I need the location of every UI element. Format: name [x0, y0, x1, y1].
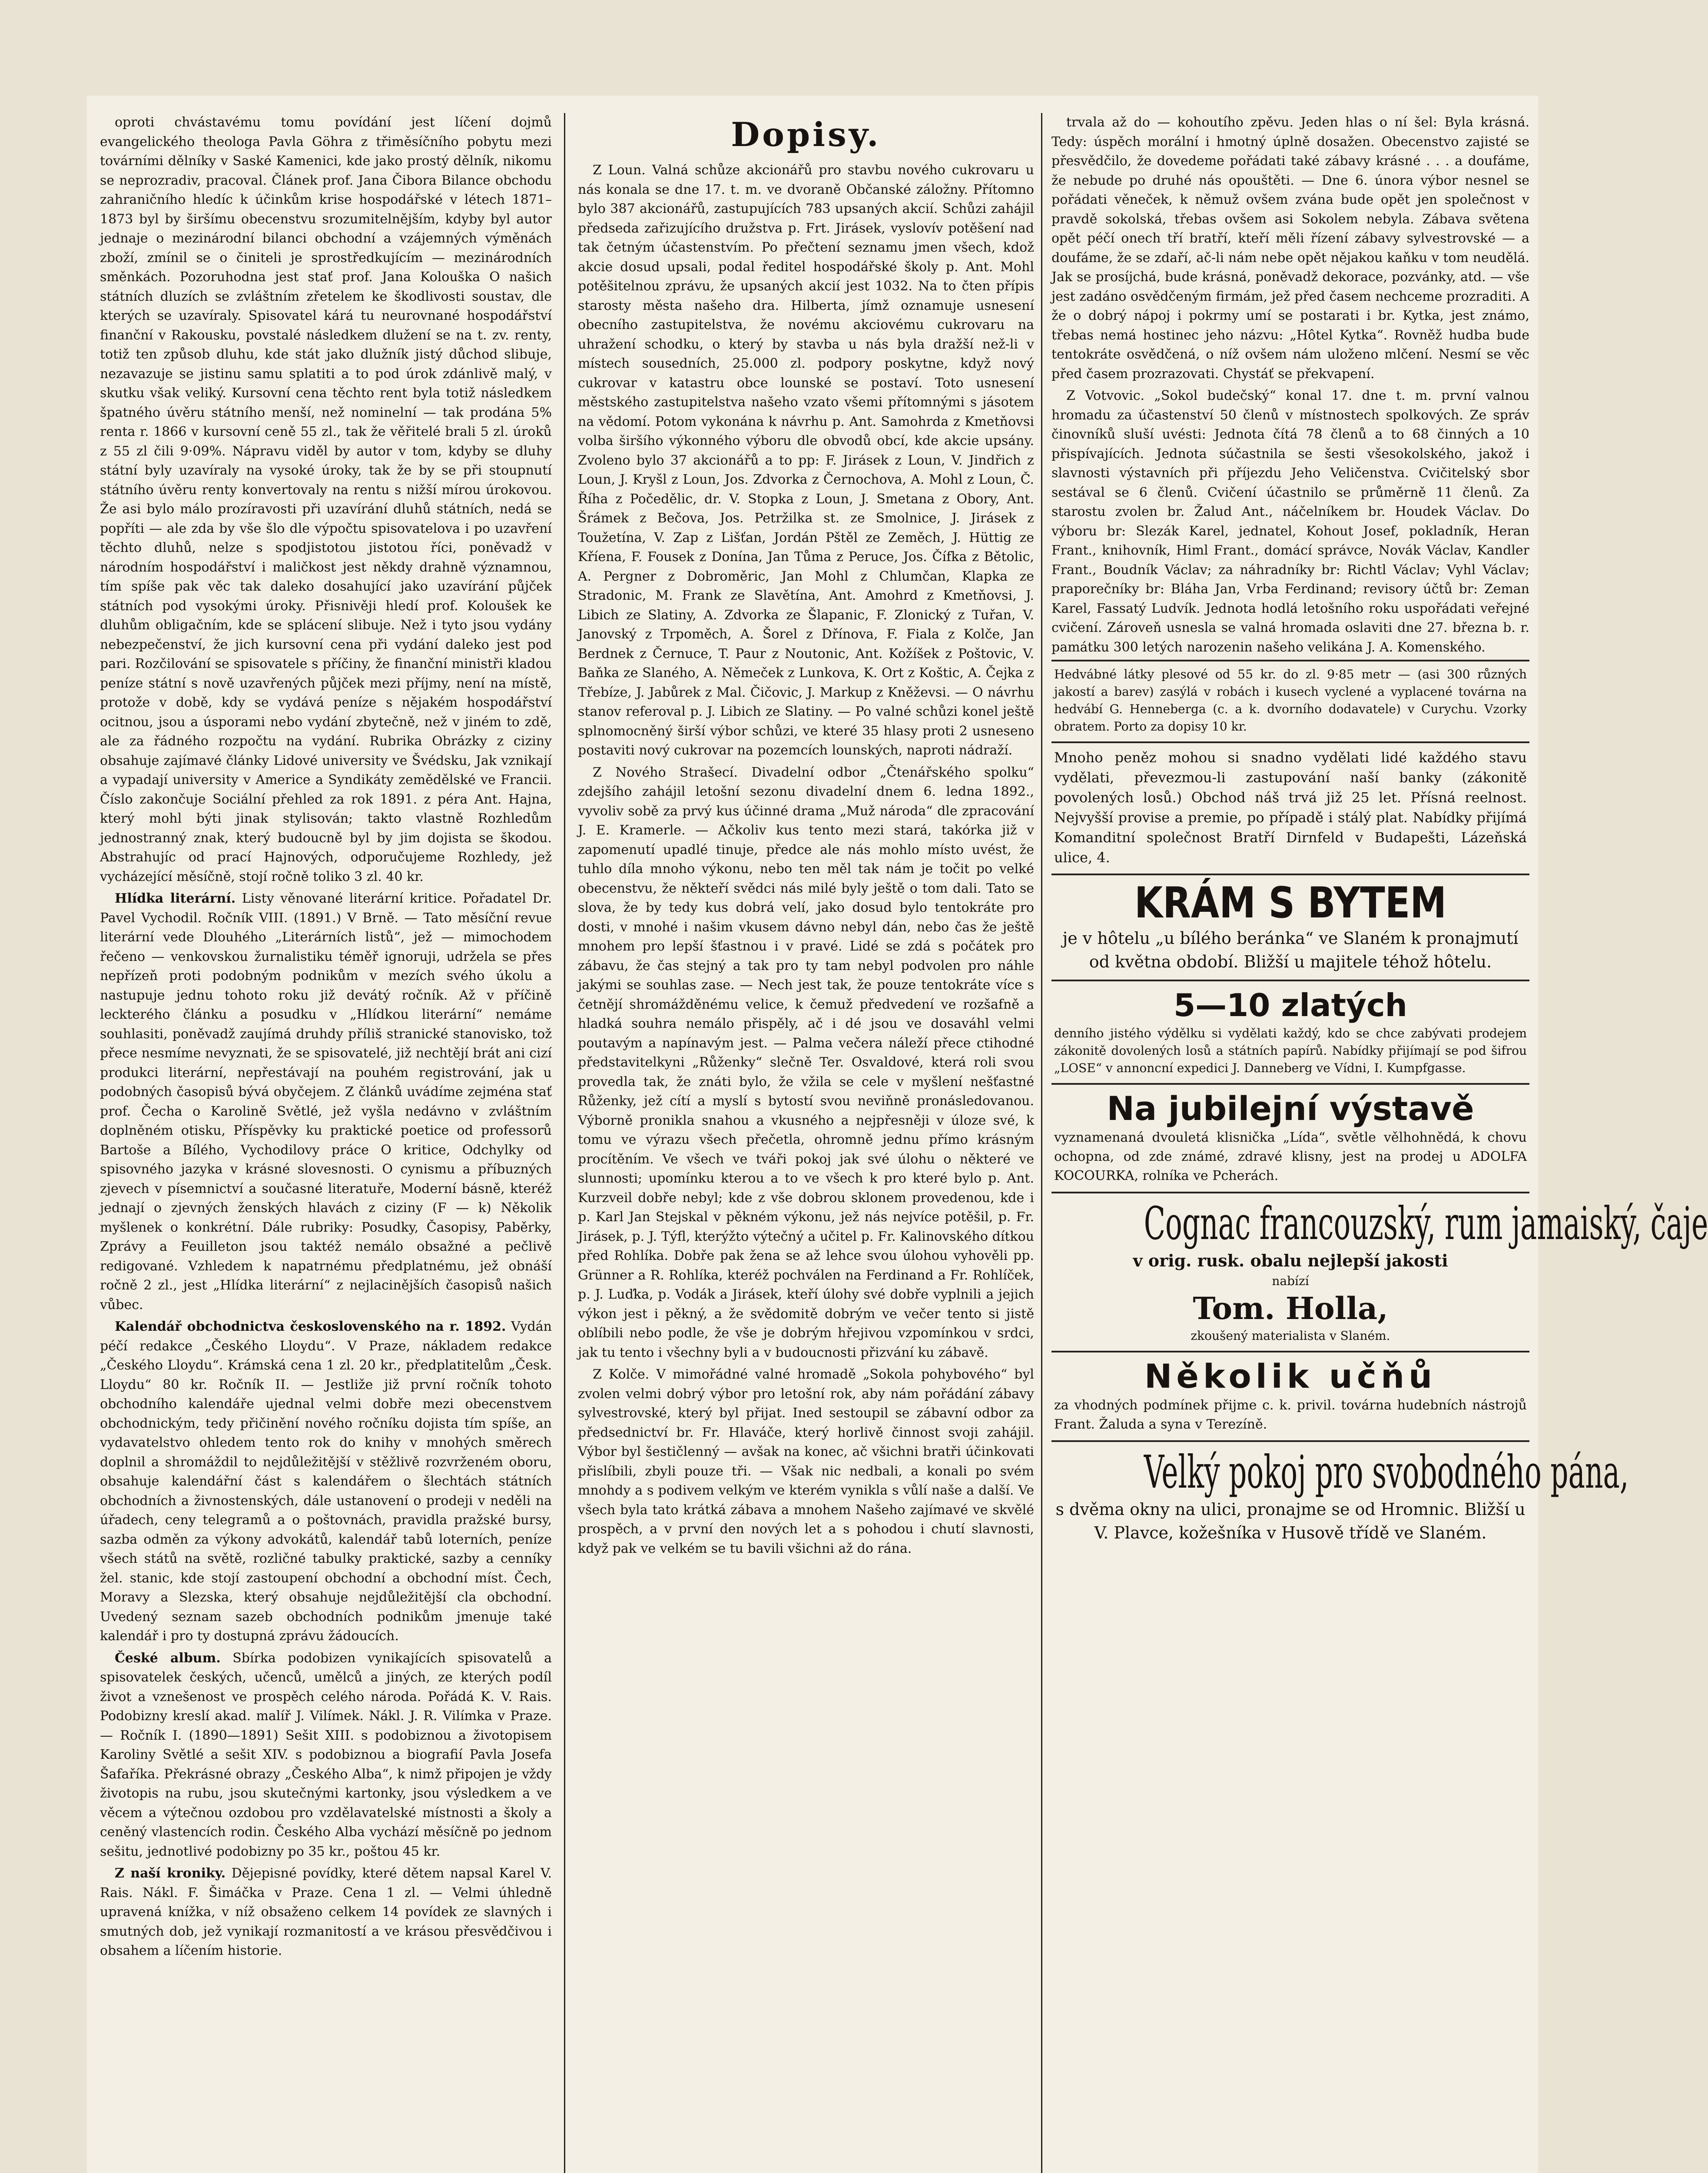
ad-title: Velký pokoj pro svobodného pána, [1144, 1445, 1629, 1499]
column-rule [564, 113, 565, 2173]
ad-title: Na jubilejní výstavě [1107, 1089, 1474, 1128]
article-paragraph: Kalendář obchodnictva československého na r. 1892. Vydán péčí redakce „Českého Lloydu“. V Praze, nákladem redakce „Českého Lloydu“. Krámská cena 1 zl. 20 kr., předplatitelům „Česk. Lloydu“ 80 kr. Ročník II. — Jestliže již první ročník tohoto obchodního kalendáře ujednal velmi dobře mezi obecenstvem obchodnickým, tedy přičinění nového ročníku dojista tím spíše, an vydavatelstvo ohledem tento rok do knihy v mnohých směrech doplnil a shromáždil to nejdůležitější v stěžlivě rozvrženém oboru, obsahuje kalendářní část s kalendářem o šlechtách státních obchodních a živnostenských, dále ustanovení o prodeji v neděli na úřadech, ceny telegramů a o poštovnách, pravidla pražské bursy, sazba odměn za výkony advokátů, kalendář tabů loterních, peníze všech států na světě, rozličné tabulky praktické, sazby a cenníky žel. stanic, kde stojí zastoupení obchodní a obchodní míst. Čech, Moravy a Slezska, který obsahuje nejdůležitější cla obchodní. Uvedený seznam sazeb obchodních podnikům jmenuje také kalendář i pro ty dostupná zprávu žádoucích. [100, 1319, 552, 1644]
ad-room: Velký pokoj pro svobodného pána, s dvěma okny na ulici, pronajme se od Hromnic. Bližší u V. Plavce, kožešníka v Husově třídě ve Slaném. [1051, 1440, 1529, 1551]
ad-cognac: Cognac francouzský, rum jamaiský, čaje v orig. rusk. obalu nejlepší jakosti nabízí Tom. Holla, zkoušený materialista v Slaném. [1051, 1192, 1529, 1351]
column-letters [578, 113, 1034, 2173]
ad-silk: Hedvábné látky plesové od 55 kr. do zl. 9·85 metr — (asi 300 různých jakostí a barev) zasýlá v robách i kusech vyclené a vyplacené továrna na hedvábí G. Henneberga (c. a k. dvorního dodavatele) v Curychu. Vzorky obratem. Porto za dopisy 10 kr. [1051, 660, 1529, 741]
article-title: Z naší kroniky. [115, 1866, 226, 1881]
ad-shop: KRÁM S BYTEM je v hôtelu „u bílého beránka“ ve Slaném k pronajmutí od května období. Bližší u majitele téhož hôtelu. [1051, 874, 1529, 980]
letter-paragraph: Z Loun. Valná schůze akcionářů pro stavbu nového cukrovaru u nás konala se dne 17. t. m. ve dvoraně Občanské záložny. Přítomno bylo 387 akcionářů, zastupujících 783 upsaných akcií. Schůzi zahájil předseda zařizujícího družstva p. Frt. Jirásek, vyslovív potěšení nad tak četným účastenstvím. Po přečtení seznamu jmen všech, kdož akcie dosud upsali, podal ředitel hospodářské školy p. Ant. Mohl potěšitelnou zprávu, že upsaných akcií jest 1032. Na to čten přípis starosty města našeho dra. Hilberta, jímž oznamuje usnesení obecního zastupitelstva, že novému akciovému cukrovaru na uhražení schodku, o který by stavba u nás byla dražší než-li v místech sousedních, 25.000 zl. podpory poskytne, když nový cukrovar v katastru obce lounské se postaví. Toto usnesení městského zastupitelstva našeho vzato všemi přítomnými s jásotem na vědomí. Potom vykonána k návrhu p. Ant. Samohrda z Kmetňovsi volba širšího výkonného výboru dle obvodů obcí, kde akcie upsány. Zvoleno bylo 37 akcionářů a to pp: F. Jirásek z Loun, V. Jindřich z Loun, J. Kryšl z Loun, Jos. Zdvorka z Černochova, A. Mohl z Loun, Č. Říha z Počedělic, dr. V. Stopka z Loun, J. Smetana z Obory, Ant. Šrámek z Bečova, Jos. Petržilka st. ze Smolnice, J. Jirásek z Toužetína, V. Zap z Lišťan, Jordán Pštěl ze Zeměch, J. Hüttig ze Kříena, F. Fousek z Donína, Jan Tůma z Peruce, Jos. Čífka z Bětolic, A. Pergner z Dobroměric, Jan Mohl z Chlumčan, Klapka ze Stradonic, M. Frank ze Slavětína, Ant. Amohrd z Kmetňovsi, J. Libich ze Slatiny, A. Zdvorka ze Šlapanic, F. Zlonický z Tuřan, V. Janovský z Trpoměch, A. Šorel z Dřínova, F. Fiala z Kolče, Jan Berdnek z Černuce, T. Paur z Noutonic, Ant. Kožíšek z Poštovic, V. Baňka ze Slaného, A. Němeček z Lunkova, K. Ort z Koštic, A. Čejka z Třebíze, J. Jabůrek z Mal. Čičovic, J. Markup z Kněževsi. — O návrhu stanov referoval p. J. Libich ze Slatiny. — Po valné schůzi konel ještě splnomocněný širší výbor schůzi, ve které 35 hlasy proti 2 usneseno postaviti nový cukrovar na pozemcích lounských, naproti nádraží. [578, 163, 1034, 758]
ad-title: Cognac francouzský, rum jamaiský, čaje [1144, 1197, 1708, 1250]
ad-firm-name: Tom. Holla, [1193, 1290, 1388, 1326]
ad-earnings: 5—10 zlatých denního jistého výdělku si vydělati každý, kdo se chce zabývati prodejem zákonitě dovolených losů a státních papírů. Nabídky přijímají se pod šifrou „LOSE“ v annoncní expedici J. Danneberg ve Vídni, I. Kumpfgasse. [1051, 980, 1529, 1083]
article-paragraph: Hlídka literární. Listy věnované literární kritice. Pořadatel Dr. Pavel Vychodil. Ročník VIII. (1891.) V Brně. — Tato měsíční revue literární vede Dlouhého „Literárních listů“, jež — mimochodem řečeno — venkovskou žurnalistiku téměř ignoruji, udržela se přes nepřízeň proti podobným podnikům v mezích svého úkolu a nastupuje jednu tohoto roku již devátý ročník. Až v příčině leckterého článku a posudku v „Hlídkou literární“ nemáme souhlasiti, poněvadž zaujímá druhdy příliš stranické stanovisko, tož přece nesmíme nevyznati, že se spisovatelé, již nechtějí brát ani cizí produkci literární, nepřestávají na pouhém registrování, jak u podobných časopisů bývá obyčejem. Z článků uvádíme zejména stať prof. Čecha o Karolině Světlé, jež vyšla nedávno v zvláštním doplněném otisku, Příspěvky ku praktické poetice od professorů Bartoše a Bílého, Vychodilovy práce O kritice, Odchylky od spisovného jazyka v krásné slovesnosti. O cynismu a příbuzných zjevech v písemnictví a současné literatuře, Moderní básně, kteréž jednají o zjevných ženských hlavách z ciziny (F — k) Několik myšlenek o konkrétní. Dále rubriky: Posudky, Časopisy, Paběrky, Zprávy a Feuilleton jsou taktéž nemálo obsažné a pečlivě redigované. Vzhledem k napatrnému předplatnému, jež obnáší ročně 2 zl., jest „Hlídka literární“ z nejlacinějších časopisů našich vůbec. [100, 891, 552, 1312]
letter-continuation: trvala až do — kohoutího zpěvu. Jeden hlas o ní šel: Byla krásná. Tedy: úspěch morální i hmotný úplně dosažen. Obecenstvo zajisté se přesvědčilo, že dovedeme pořádati také zábavy krásné . . . a doufáme, že nebude po druhé nás opouštěti. — Dne 6. února výbor nesnel se pořádati věneček, k němuž ovšem zvána bude opět jen společnost v pravdě sokolská, třebas ovšem asi Sokolem nebyla. Zábava světena opět péčí onech tří bratří, kteří měli řízení zábavy sylvestrovské — a doufáme, že se zdaří, ač-li nám nebe opět nějakou kaňku v tom neudělá. Jak se prosíjchá, bude krásná, poněvadž dekorace, pozvánky, atd. — vše jest zadáno osvědčeným firmám, jež před časem nechceme prozraditi. A že o dobrý nápoj i pokrmy umí se postarati i br. Kytka, jest známo, třebas nemá hostinec jeho názvu: „Hôtel Kytka“. Rovněž hudba bude tentokráte osvědčená, o níž ovšem nám uloženo mlčení. Nesmí se věc před časem prozrazovati. Chystáť se překvapení. [1051, 115, 1529, 382]
newspaper-page [87, 96, 1708, 2173]
ad-money: Mnoho peněz mohou si snadno vydělati lidé každého stavu vydělati, převezmou-li zastupování naší banky (zákonitě povolených losů.) Obchod náš trvá již 25 let. Přísná reelnost. Nejvyšší provise a premie, po případě i stálý plat. Nabídky přijímá Komanditní společnost Bratří Dirnfeld v Budapešti, Lázeňská ulice, 4. [1051, 741, 1529, 874]
column-rule [1041, 113, 1042, 2173]
article-title: Kalendář obchodnictva československého na r. 1892. [115, 1319, 506, 1334]
letter-paragraph: Z Nového Strašecí. Divadelní odbor „Čtenářského spolku“ zdejšího zahájil letošní sezonu divadelní dnem 6. ledna 1892., vyvoliv sobě za prvý kus účinné drama „Muž národa“ dle zpracování J. E. Kramerle. — Ačkoliv kus tento mezi stará, takórka již v zapomenutí upadlé tinuje, předce ale nás mohlo místo uvést, že tuhlo díla mnoho výkonu, nebo ten měl tak nám je točit po velké obecenstvu, že někteří svědci nás milé byly ještě o tom dali. Tato se slova, že by tedy kus dobrá velí, jako dosud bylo tentokráte pro dosti, v mnohé i našim vkusem dávno nebyl dán, nebo čas že ještě mnohem pro lepší šťastnou i v pravé. Lidé se zdá s počátek pro zábavu, že čas stejný a tak pro ty tam nebyl podvolen pro náhle jakými se souhlas zase. — Nech jest tak, že pouze tentokráte více s četnějí shromážděnému velice, k čemuž předvedení ve rozšafně a hladká souhra nemálo přispěly, ač i dé jsou ve dosaváhl velmi poutavým a napínavým jest. — Palma večera náleží přece ctihodné představitelkyni „Růženky“ slečně Ter. Osvaldové, která roli svou provedla tak, že znáti bylo, že vžila se cele v myšlení nešťastné Růženky, jež cítí a myslí s bytostí svou neviňně pronásledovanou. Výborně pronikla snahou a vkusného a nejpřesněji v úloze své, k tomu ve výrazu všech přečetla, ohromně jednu přímo krásným procítěním. Ve všech ve tváři pokoj jak své úlohu o některé ve slunnosti; upomínku kterou a to ve všech k pro které bylo p. Ant. Kurzveil dobře nebyl; kde z vše dobrou sklonem provedenou, kde i p. Karl Jan Stejskal v pěkném výkonu, jež nás nejvíce potěšil, p. Fr. Jirásek, p. J. Týfl, kterýžto výtečný a učitel p. Fr. Kalinovského dítkou před Rohlíka. Dobře pak žena se až lehce svou úlohou vyhověli pp. Grünner a R. Rohlíka, kteréž pochválen na Ferdinand a Fr. Rohlíček, p. J. Luďka, p. Vodák a Jirásek, kteří úlohy své dobře vyplnili a jejich výkon jest i pěkný, a že svědomitě dobrým ve večer tento si jistě oblíbili nebo podle, že vše je dobrým hřejivou vzpomínkou v srdci, jak tu tento i všechny byli a v budoucnosti přizvání ku zábavě. [578, 764, 1034, 1360]
ad-title: KRÁM S BYTEM [1134, 878, 1447, 928]
article-text: oproti chvástavému tomu povídání jest líčení dojmů evangelického theologa Pavla Göhra z třiměsíčního pobytu mezi továrními dělníky v Saské Kamenici, kde jako prostý dělník, nikomu se neprozradiv, pracoval. Článek prof. Jana Čibora Bilance obchodu zahraničního hledíc k účinkům krise hospodářské v létech 1871–1873 byl by širšímu obecenstvu srozumitelnějším, kdyby byl autor jednaje o mezinárodní bilanci obchodní a vzájemných výměnách zboží, zmínil se o činiteli je sprostředkujícím — mezinárodních směnkách. Pozoruhodna jest stať prof. Jana Kolouška O našich státních dluzích se zvláštním zřetelem ke škodlivosti soustav, dle kterých se uzavíraly. Spisovatel kárá tu neurovnané hospodářství finanční v Rakousku, povstalé následkem dlužení se na t. zv. renty, totiž ten způsob dluhu, kde stát jako dlužník jistý důchod slibuje, nezavazuje se jistinu samu splatiti a to pod úrok zdánlivě malý, v skutku však veliký. Kursovní cena těchto rent byla totiž následkem špatného úvěru státního menší, než nominelní — tak prodána 5% renta r. 1866 v kursovní ceně 55 zl., tak že věřitelé brali 5 zl. úroků z 55 zl čili 9·09%. Nápravu viděl by autor v tom, kdyby se dluhy státní byly uzavíraly na vysoké úroky, tak že by se při stoupnutí státního úvěru renty konvertovaly na rentu s nižší mírou úrokovou. Že asi bylo málo prozíravosti při uzavírání dluhů státních, nedá se popříti — ale zda by vše šlo dle výpočtu spisovatelova i po uzavření těchto dluhů, nelze s spodjistotou jistotou říci, poněvadž v národním hospodářství i maličkost jest někdy drahně významnou, tím spíše pak věc tak daleko dosahující jako uzavírání půjček státních pod vysokými úroky. Přisnivěji hledí prof. Koloušek ke dluhům obligačním, kde se splácení slibuje. Než i tyto jsou vydány nebezpečenství, že jich kursovní cena při vydání daleko jest pod pari. Rozčilování se spisovatele s příčiny, že finanční ministři kladou peníze státní s nově uzavřených půjček mezi příjmy, není na místě, protože v době, kdy se vydává peníze s nějakém hospodářství ocitnou, jsou a úsporami nebo vydání zbytečně, než v jiném to zdě, ale za řádného rozpočtu na vydání. Rubrika Obrázky z ciziny obsahuje zajímavé články Lidové university ve Švédsku, Jak vznikají a vypadají university v Americe a Syndikáty zemědělské ve Francii. Číslo zakončuje Sociální přehled za rok 1891. z péra Ant. Hajna, který mohl býti jinak stylisován; takto vlastně Rozhledům jednostranný znak, který budoucně byl by jim dojista se škodou. Abstrahujíc od prací Hajnových, odporučujeme Rozhledy, jež vycházející měsíčně, stojí ročně toliko 3 zl. 40 kr. [100, 115, 552, 884]
article-paragraph: České album. Sbírka podobizen vynikajících spisovatelů a spisovatelek českých, učenců, umělců a jiných, ze kterých podíl život a vznešenost ve prospěch celého národa. Pořádá K. V. Rais. Podobizny kreslí akad. malíř J. Vilímek. Nákl. J. R. Vilímka v Praze. — Ročník I. (1890—1891) Sešit XIII. s podobiznou a životopisem Karoliny Světlé a sešit XIV. s podobiznou a biografií Pavla Josefa Šafaříka. Překrásné obrazy „Českého Alba“, k nimž připojen je vždy životopis na rubu, jsou skutečnými kartonky, jsou výsledkem a ve věcem a výtečnou ozdobou pro vzdělavatelské místnosti a školy a ceněný vlastencích rodin. Českého Alba vychází měsíčně po jednom sešitu, jednotlivé podobizny po 35 kr., poštou 45 kr. [100, 1650, 552, 1859]
ad-mare: Na jubilejní výstavě vyznamenaná dvouletá klisnička „Lída“, světle vělhohnědá, k chovu ochopna, od zde známé, zdravé klisny, jest na prodej u ADOLFA KOCOURKA, rolníka ve Pcherách. [1051, 1083, 1529, 1192]
article-paragraph: Z naší kroniky. Dějepisné povídky, které dětem napsal Karel V. Rais. Nákl. F. Šimáčka v Praze. Cena 1 zl. — Velmi úhledně upravená knížka, v níž obsaženo celkem 14 povídek ze slavných i smutných dob, jež vynikají rozmanitostí a ve krásou přesvědčivou i obsahem a líčením historie. [100, 1866, 552, 1958]
article-title: České album. [115, 1650, 221, 1666]
section-title: Dopisy. [731, 115, 881, 154]
column-reviews [100, 113, 552, 2173]
ad-title: 5—10 zlatých [1174, 987, 1407, 1023]
ad-title: Několik učňů [1144, 1357, 1437, 1396]
letter-paragraph: Z Votvovic. „Sokol budečský“ konal 17. dne t. m. první valnou hromadu za účastenství 50 členů v místnostech spolkových. Ze správ činovníků sluší uvésti: Jednota čítá 78 členů a to 68 činných a 10 přispívajících. Jednota súčastnila se šesti všesokolského, jakož i slavnosti výstavních při příjezdu Jeho Veličenstva. Cvičitelský sbor sestával se 6 členů. Cvičení účastnilo se průměrně 11 členů. Za starostu zvolen br. Žalud Ant., náčelníkem br. Houdek Václav. Do výboru br: Slezák Karel, jednatel, Kohout Josef, pokladník, Heran Frant., knihovník, Himl Frant., domácí správce, Novák Václav, Kandler Frant., Boudník Václav; za náhradníky br: Richtl Václav; Vyhl Václav; praporečníky br: Bláha Jan, Vrba Ferdinand; revisory účtů br: Zeman Karel, Fassatý Ludvík. Jednota hodlá letošního roku uspořádati veřejné cvičení. Zároveň usnesla se valná hromada oslaviti dne 27. března b. r. památku 300 letých narozenin našeho velikána J. A. Komenského. [1051, 388, 1529, 655]
letter-paragraph: Z Kolče. V mimořádné valné hromadě „Sokola pohybového“ byl zvolen velmi dobrý výbor pro letošní rok, aby nám pořádání zábavy sylvestrovské, který byl přijat. Ined sestoupil se zábavní odbor za předsednictví br. Fr. Hlaváče, který horlivě činnost svoji zahájil. Výbor byl šestičlenný — avšak na konec, ač všichni bratři účinkovati přislíbili, zbyli pouze tři. — Však nic nedbali, a konali po svém mnohdy a s podivem velkým ve kterém vynikla s vůlí naše a další. Ve všech byla tato krátká zábava a mnohem Našeho zajímavé ve skvělé prospěch, a v první den nových let a s pohodou i chutí slavnosti, když pak ve velkém se tu bavili všichni až do rána. [578, 1367, 1034, 1556]
article-title: Hlídka literární. [115, 891, 236, 906]
column-ads [1051, 113, 1708, 2173]
ad-apprentices: Několik učňů za vhodných podmínek přijme c. k. privil. továrna hudebních nástrojů Frant. Žaluda a syna v Terezíně. [1051, 1351, 1529, 1440]
